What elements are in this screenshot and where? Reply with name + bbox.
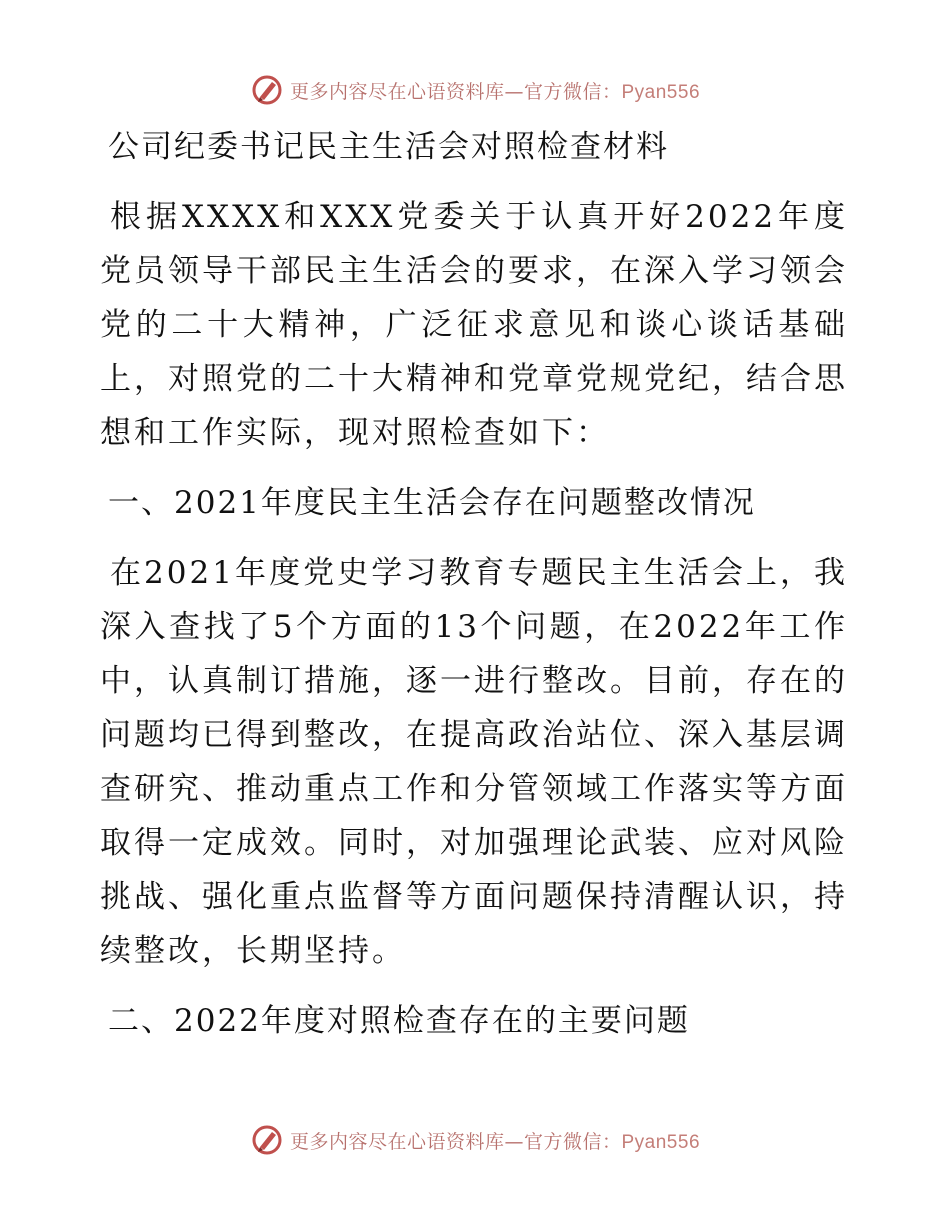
section-1-heading: 一、2021年度民主生活会存在问题整改情况 xyxy=(108,485,756,521)
watermark-text-cn: 更多内容尽在心语资料库—官方微信： xyxy=(289,80,622,103)
section-1-paragraph: 在2021年度党史学习教育专题民主生活会上，我深入查找了5个方面的13个问题，在2022年工作中，认真制订措施，逐一进行整改。目前，存在的问题均已得到整改，在提高政治站位、深入基层调查研究、推动重点工作和分管领域工作落实等方面取得一定成效。同时，对加强理论武装、应对风险挑战、强化重点监督等方面问题保持清醒认识，持续整改，长期坚持。 xyxy=(100,555,848,969)
pen-logo-icon xyxy=(250,73,284,107)
watermark-wechat-id: Pyan556 xyxy=(621,81,701,103)
header-watermark xyxy=(0,70,950,110)
section-2-heading: 二、2022年度对照检查存在的主要问题 xyxy=(108,1003,690,1039)
footer-watermark xyxy=(0,1120,950,1160)
pen-logo-icon xyxy=(250,1123,284,1157)
intro-paragraph: 根据XXXX和XXX党委关于认真开好2022年度党员领导干部民主生活会的要求，在深入学习领会党的二十大精神，广泛征求意见和谈心谈话基础上，对照党的二十大精神和党章党规党纪，结合思想和工作实际，现对照检查如下： xyxy=(100,199,848,451)
watermark-text-cn: 更多内容尽在心语资料库—官方微信： xyxy=(289,1130,622,1153)
watermark-text xyxy=(290,1127,700,1154)
watermark-text xyxy=(290,77,700,104)
watermark-wechat-id: Pyan556 xyxy=(621,1131,701,1153)
document-body xyxy=(100,122,848,1064)
document-title: 公司纪委书记民主生活会对照检查材料 xyxy=(108,129,669,165)
